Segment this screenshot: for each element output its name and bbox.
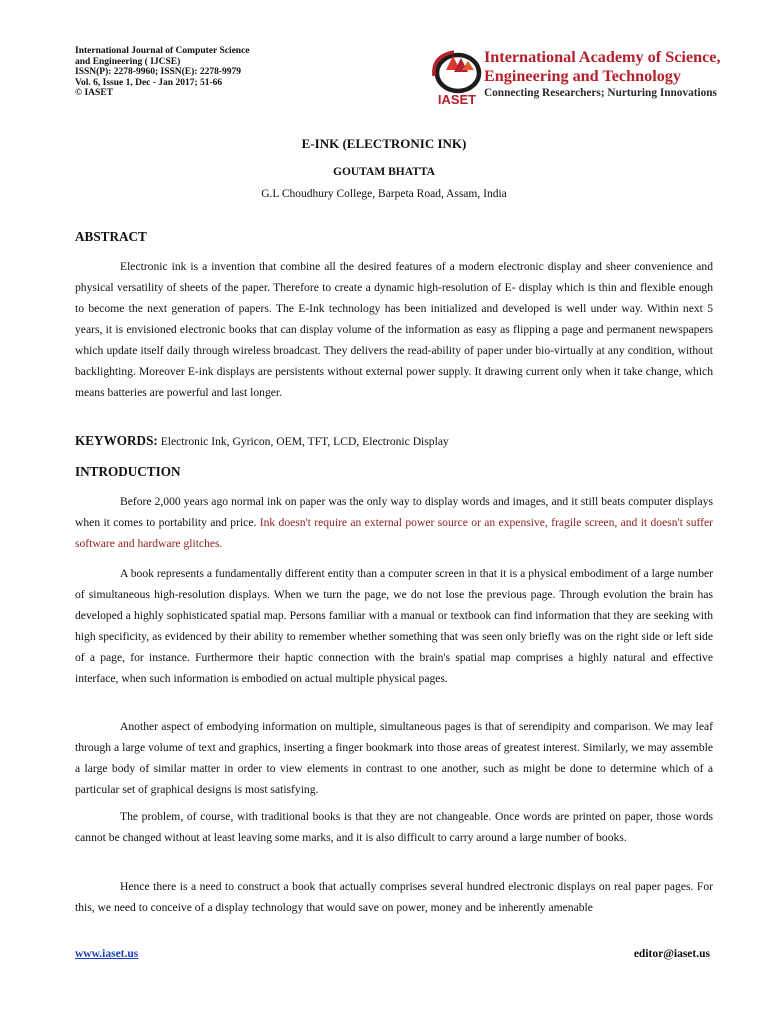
publisher-name-line2: Engineering and Technology	[484, 67, 681, 85]
introduction-heading: INTRODUCTION	[75, 464, 181, 479]
publisher-name-line1: International Academy of Science,	[484, 48, 721, 66]
keywords-text: Electronic Ink, Gyricon, OEM, TFT, LCD, Electronic Display	[157, 435, 449, 448]
intro-paragraph-3: Another aspect of embodying information on multiple, simultaneous pages is that of serendipity and comparison. We may leaf through a large volume of text and graphics, inserting a finger bookmark into those areas of greatest interest. Similarly, we may assemble a large body of similar matter in order to view elements in contrast to one another, such as might be done to determine which of a particular set of graphical designs is most satisfying.	[75, 720, 713, 796]
journal-line: International Journal of Computer Science	[75, 46, 250, 56]
footer-website-link[interactable]: www.iaset.us	[75, 948, 139, 960]
intro-paragraph-5: Hence there is a need to construct a book that actually comprises several hundred electronic displays on real paper pages. For this, we need to conceive of a display technology that would save on power, money and be inherently amenable	[75, 880, 713, 914]
abstract-heading: ABSTRACT	[75, 229, 147, 244]
journal-line: © IASET	[75, 88, 113, 99]
intro-paragraph-2: A book represents a fundamentally different entity than a computer screen in that it is a physical embodiment of a large number of simultaneous high-resolution displays. When we turn the page, we do not lose the previous page. Through evolution the brain has developed a highly sophisticated spatial map. Persons familiar with a manual or textbook can find information that they are seeking with high specificity, as evidenced by their ability to remember whether something that was seen only briefly was on the right side or left side of a page, for instance. Furthermore their haptic connection with the brain's spatial map comprises a highly natural and effective interface, when such information is embodied on actual multiple physical pages.	[75, 567, 713, 685]
intro-paragraph-4: The problem, of course, with traditional books is that they are not changeable. Once words are printed on paper, those words cannot be changed without at least leaving some marks, and it is also difficult to carry around a large number of books.	[75, 810, 713, 844]
journal-line: Vol. 6, Issue 1, Dec - Jan 2017; 51-66	[75, 77, 223, 88]
journal-info	[75, 46, 250, 99]
intro-paragraph-1-text: Before 2,000 years ago normal ink on paper was the only way to display words and images, and it still beats computer displays when it comes to portability and price.	[75, 495, 713, 529]
keywords-label: KEYWORDS:	[75, 433, 158, 448]
publisher-block	[484, 48, 721, 99]
iaset-logo	[424, 46, 490, 108]
footer-email: editor@iaset.us	[633, 948, 710, 960]
logo-text: IASET	[437, 92, 477, 107]
intro-highlighted-text: Ink doesn't require an external power source or an expensive, fragile screen, and it doesn't suffer software and hardware glitches.	[75, 516, 714, 550]
keywords-line	[75, 433, 449, 449]
publisher-tagline: Connecting Researchers; Nurturing Innovations	[484, 87, 717, 99]
journal-line: and Engineering ( IJCSE)	[75, 56, 181, 67]
abstract-text: Electronic ink is a invention that combine all the desired features of a modern electronic display and sheer convenience and physical versatility of sheets of the paper. Therefore to create a dynamic high-resolution of E- display which is thin and flexible enough to become the next generation of papers. The E-Ink technology has been initialized and developed is well under way. Within next 5 years, it is envisioned electronic books that can display volume of the information as easy as flipping a page and permanent newspapers which update itself daily through wireless broadcast. They delivers the read-ability of paper under bio-virtually at any condition, without backlighting. Moreover E-ink displays are persistents without external power supply. It drawing current only when it take change, which means batteries are powerful and last longer.	[75, 260, 713, 399]
intro-paragraph-1	[75, 491, 713, 554]
author-name: GOUTAM BHATTA	[333, 166, 435, 178]
author-affiliation: G.L Choudhury College, Barpeta Road, Assam, India	[261, 188, 507, 200]
paper-title: E-INK (ELECTRONIC INK)	[301, 136, 467, 151]
journal-line: ISSN(P): 2278-9960; ISSN(E): 2278-9979	[75, 67, 241, 78]
